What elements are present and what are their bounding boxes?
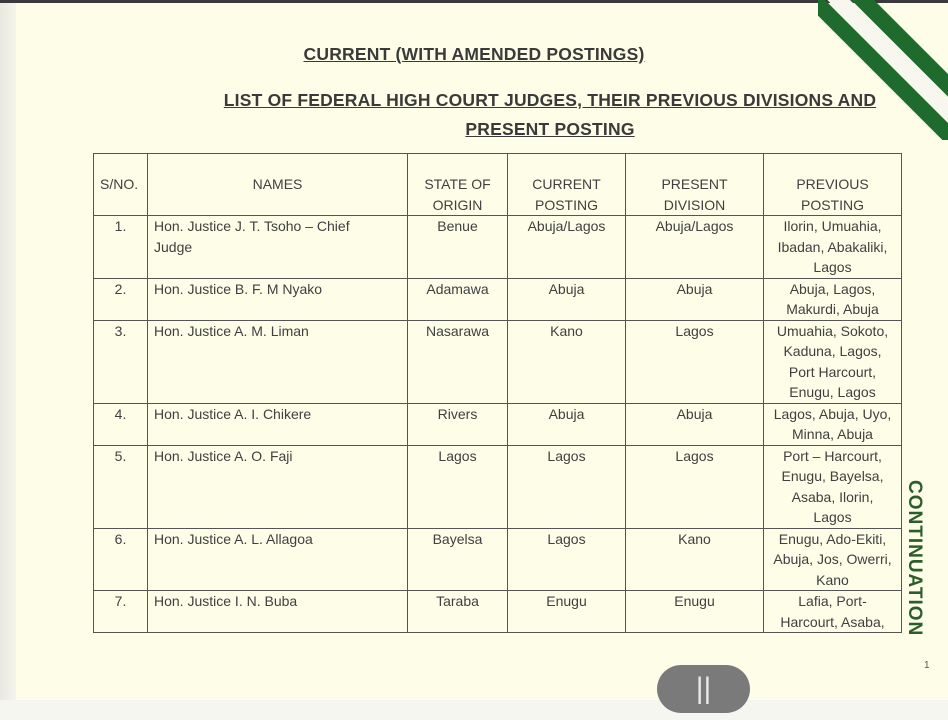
table-header-row <box>94 154 902 216</box>
header-sno: S/NO. <box>94 154 148 216</box>
cell-state: Rivers <box>408 403 508 445</box>
table-row <box>94 528 902 591</box>
document-title-list: LIST OF FEDERAL HIGH COURT JUDGES, THEIR PREVIOUS DIVISIONS AND PRESENT POSTING <box>223 90 877 139</box>
cell-name: Hon. Justice I. N. Buba <box>148 591 408 633</box>
page-left-shadow <box>0 0 16 720</box>
cell-division: Enugu <box>626 591 764 633</box>
cell-state: Benue <box>408 216 508 279</box>
cell-previous: Lafia, Port-Harcourt, Asaba, <box>764 591 902 633</box>
cell-state: Bayelsa <box>408 528 508 591</box>
cell-sno: 6. <box>94 528 148 591</box>
cell-name: Hon. Justice J. T. Tsoho – Chief Judge <box>148 216 408 279</box>
pause-icon: || <box>695 672 712 705</box>
cell-previous: Port – Harcourt, Enugu, Bayelsa, Asaba, Ilorin, Lagos <box>764 445 902 528</box>
header-previous: PREVIOUS POSTING <box>764 154 902 216</box>
table-row <box>94 320 902 403</box>
cell-current: Kano <box>508 320 626 403</box>
cell-division: Abuja/Lagos <box>626 216 764 279</box>
cell-division: Lagos <box>626 320 764 403</box>
cell-division: Abuja <box>626 278 764 320</box>
cell-state: Taraba <box>408 591 508 633</box>
page-number: 1 <box>924 660 930 671</box>
cell-name: Hon. Justice A. O. Faji <box>148 445 408 528</box>
table-row <box>94 216 902 279</box>
pager-button[interactable] <box>657 665 750 713</box>
cell-current: Enugu <box>508 591 626 633</box>
table-row <box>94 278 902 320</box>
cell-state: Nasarawa <box>408 320 508 403</box>
cell-division: Abuja <box>626 403 764 445</box>
cell-previous: Ilorin, Umuahia, Ibadan, Abakaliki, Lagos <box>764 216 902 279</box>
cell-current: Lagos <box>508 528 626 591</box>
cell-division: Kano <box>626 528 764 591</box>
cell-division: Lagos <box>626 445 764 528</box>
cell-sno: 7. <box>94 591 148 633</box>
table-row <box>94 403 902 445</box>
cell-previous: Enugu, Ado-Ekiti, Abuja, Jos, Owerri, Kano <box>764 528 902 591</box>
cell-current: Abuja <box>508 403 626 445</box>
document-title-current: CURRENT (WITH AMENDED POSTINGS) <box>303 44 645 64</box>
cell-current: Abuja <box>508 278 626 320</box>
header-division: PRESENT DIVISION <box>626 154 764 216</box>
page-top-edge <box>0 0 948 3</box>
cell-name: Hon. Justice A. L. Allagoa <box>148 528 408 591</box>
cell-current: Lagos <box>508 445 626 528</box>
cell-name: Hon. Justice A. M. Liman <box>148 320 408 403</box>
cell-previous: Lagos, Abuja, Uyo, Minna, Abuja <box>764 403 902 445</box>
cell-sno: 3. <box>94 320 148 403</box>
cell-sno: 1. <box>94 216 148 279</box>
cell-current: Abuja/Lagos <box>508 216 626 279</box>
header-current: CURRENT POSTING <box>508 154 626 216</box>
header-names: NAMES <box>148 154 408 216</box>
cell-sno: 2. <box>94 278 148 320</box>
cell-previous: Abuja, Lagos, Makurdi, Abuja <box>764 278 902 320</box>
table-row <box>94 591 902 633</box>
judges-table <box>93 153 902 633</box>
header-state: STATE OF ORIGIN <box>408 154 508 216</box>
page-bottom-edge <box>0 700 948 720</box>
cell-sno: 5. <box>94 445 148 528</box>
cell-state: Adamawa <box>408 278 508 320</box>
cell-name: Hon. Justice A. I. Chikere <box>148 403 408 445</box>
table-row <box>94 445 902 528</box>
cell-sno: 4. <box>94 403 148 445</box>
continuation-label: CONTINUATION <box>904 480 925 637</box>
cell-previous: Umuahia, Sokoto, Kaduna, Lagos, Port Harcourt, Enugu, Lagos <box>764 320 902 403</box>
cell-name: Hon. Justice B. F. M Nyako <box>148 278 408 320</box>
cell-state: Lagos <box>408 445 508 528</box>
